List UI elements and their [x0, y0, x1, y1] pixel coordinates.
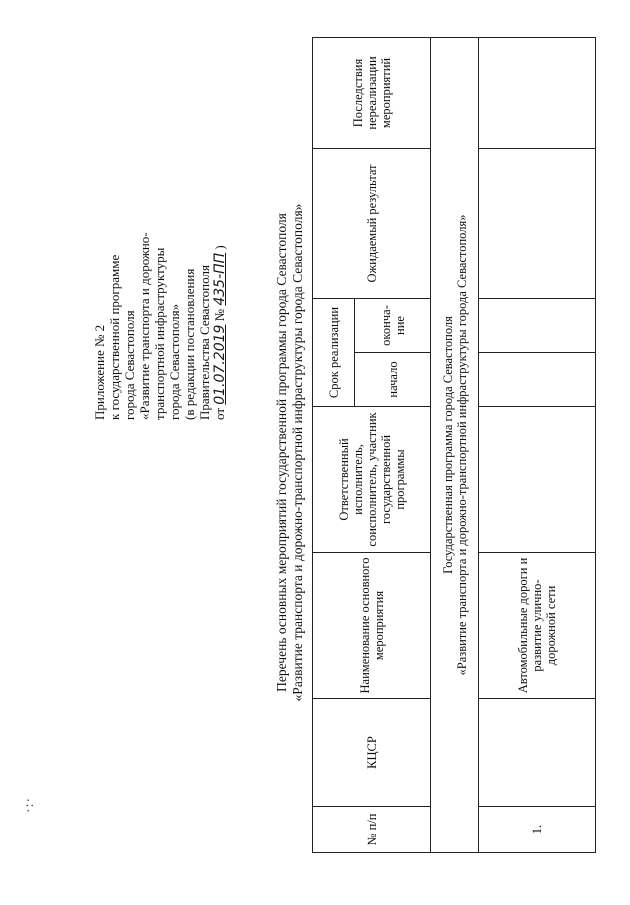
measures-table: [312, 37, 596, 853]
cell-consequences: [479, 37, 596, 148]
appendix-line: «Развитие транспорта и дорожно-: [137, 232, 152, 420]
appendix-line: города Севастополя»: [167, 303, 182, 420]
appendix-line: транспортной инфраструктуры: [152, 247, 167, 420]
table-row: [479, 37, 596, 852]
header-term: Срок реализации: [313, 298, 355, 406]
margin-mark: ·:·: [22, 796, 37, 813]
cell-result: [479, 148, 596, 298]
header-executor: Ответственный исполнитель, соисполнитель, участник государственной программы: [313, 407, 431, 553]
cell-name: Автомобильные дороги и развитие улично-дорожной сети: [479, 553, 596, 699]
header-num: № п/п: [313, 807, 431, 853]
appendix-line: к государственной программе: [107, 254, 122, 420]
handwritten-date: 01.07.2019: [212, 324, 228, 405]
cell-kcsr: [479, 699, 596, 807]
appendix-line: Правительства Севастополя: [197, 265, 212, 420]
header-end: оконча-ние: [355, 298, 431, 352]
title-line: «Развитие транспорта и дорожно-транспортной инфраструктуры города Севастополя»: [290, 203, 305, 702]
appendix-line: (в редакции постановления: [182, 268, 197, 420]
cell-num: 1.: [479, 807, 596, 853]
cell-end: [479, 298, 596, 352]
header-name: Наименование основного мероприятия: [313, 553, 431, 699]
number-prefix: №: [212, 308, 227, 322]
appendix-header: [92, 80, 228, 420]
program-cell: [431, 37, 479, 852]
closing-paren: ): [212, 245, 227, 250]
date-prefix: от: [212, 407, 227, 420]
header-kcsr: КЦСР: [313, 699, 431, 807]
title-line: Перечень основных мероприятий государственной программы города Севастополя: [274, 213, 289, 692]
program-row: [431, 37, 479, 852]
cell-start: [479, 353, 596, 407]
document-title: [274, 0, 306, 905]
appendix-date-line: [212, 80, 228, 420]
handwritten-number: 435-ПП: [212, 252, 228, 306]
header-start: начало: [355, 353, 431, 407]
appendix-line: Приложение № 2: [92, 324, 107, 420]
header-consequences: Последствия нереализации мероприятий: [313, 37, 431, 148]
header-row: [313, 37, 355, 852]
program-line: «Развитие транспорта и дорожно-транспортной инфраструктуры города Севастополя»: [454, 214, 469, 676]
header-result: Ожидаемый результат: [313, 148, 431, 298]
program-line: Государственная программа города Севастополя: [440, 316, 455, 574]
cell-executor: [479, 407, 596, 553]
appendix-line: города Севастополя: [122, 310, 137, 420]
